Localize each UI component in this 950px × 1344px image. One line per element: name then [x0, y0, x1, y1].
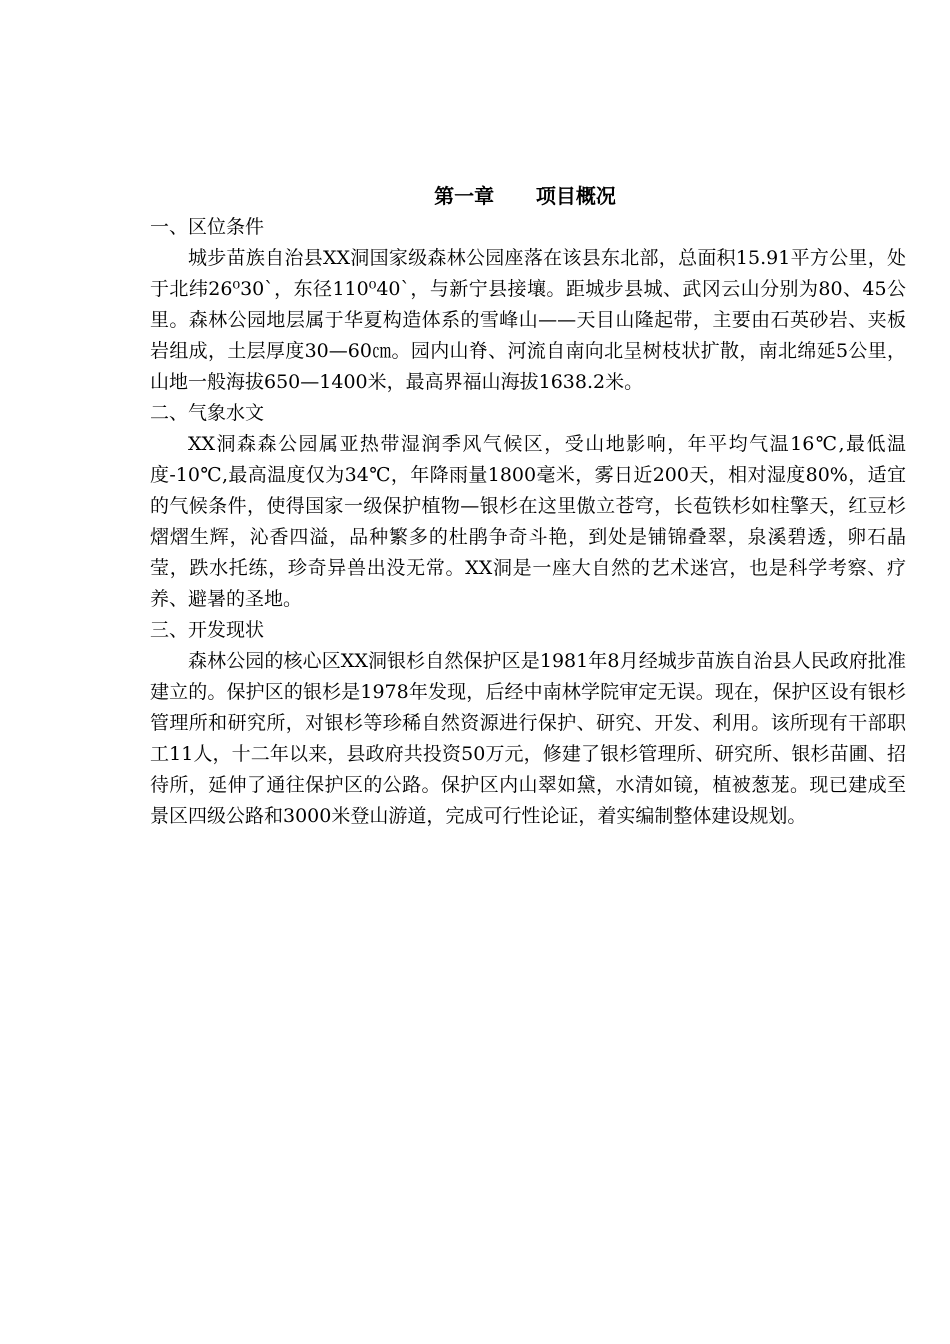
section-paragraph: 森林公园的核心区XX洞银杉自然保护区是1981年8月经城步苗族自治县人民政府批准建立的。保护区的银杉是1978年发现，后经中南林学院审定无误。现在，保护区设有银杉管理所和研究所，对银杉等珍稀自然资源进行保护、研究、开发、利用。该所现有干部职工11人，十二年以来，县政府共投资50万元，修建了银杉管理所、研究所、银杉苗圃、招待所，延伸了通往保护区的公路。保护区内山翠如黛，水清如镜，植被葱茏。现已建成至景区四级公路和3000米登山游道，完成可行性论证，着实编制整体建设规划。: [150, 650, 906, 827]
section-paragraph: 城步苗族自治县XX洞国家级森林公园座落在该县东北部，总面积15.91平方公里，处于北纬26⁰30`，东径110⁰40`，与新宁县接壤。距城步县城、武冈云山分别为80、45公里。森林公园地层属于华夏构造体系的雪峰山——天目山隆起带，主要由石英砂岩、夹板岩组成，土层厚度30—60㎝。园内山脊、河流自南向北呈树枝状扩散，南北绵延5公里，山地一般海拔650—1400米，最高界福山海拔1638.2米。: [150, 247, 906, 393]
section-heading: 三、开发现状: [150, 619, 265, 641]
section-location: [150, 212, 906, 398]
section-heading: 一、区位条件: [150, 216, 265, 238]
document-body: [150, 212, 906, 832]
section-development: [150, 615, 906, 832]
section-climate: [150, 398, 906, 615]
section-heading: 二、气象水文: [150, 402, 265, 424]
section-paragraph: XX洞森森公园属亚热带湿润季风气候区，受山地影响，年平均气温16℃,最低温度-10℃,最高温度仅为34℃，年降雨量1800毫米，雾日近200天，相对湿度80%，适宜的气候条件，使得国家一级保护植物—银杉在这里傲立苍穹，长苞铁杉如柱擎天，红豆杉熠熠生辉，沁香四溢，品种繁多的杜鹃争奇斗艳，到处是铺锦叠翠，泉溪碧透，卵石晶莹，跌水托练，珍奇异兽出没无常。XX洞是一座大自然的艺术迷宫，也是科学考察、疗养、避暑的圣地。: [150, 433, 906, 610]
chapter-title: 第一章 项目概况: [434, 184, 616, 208]
